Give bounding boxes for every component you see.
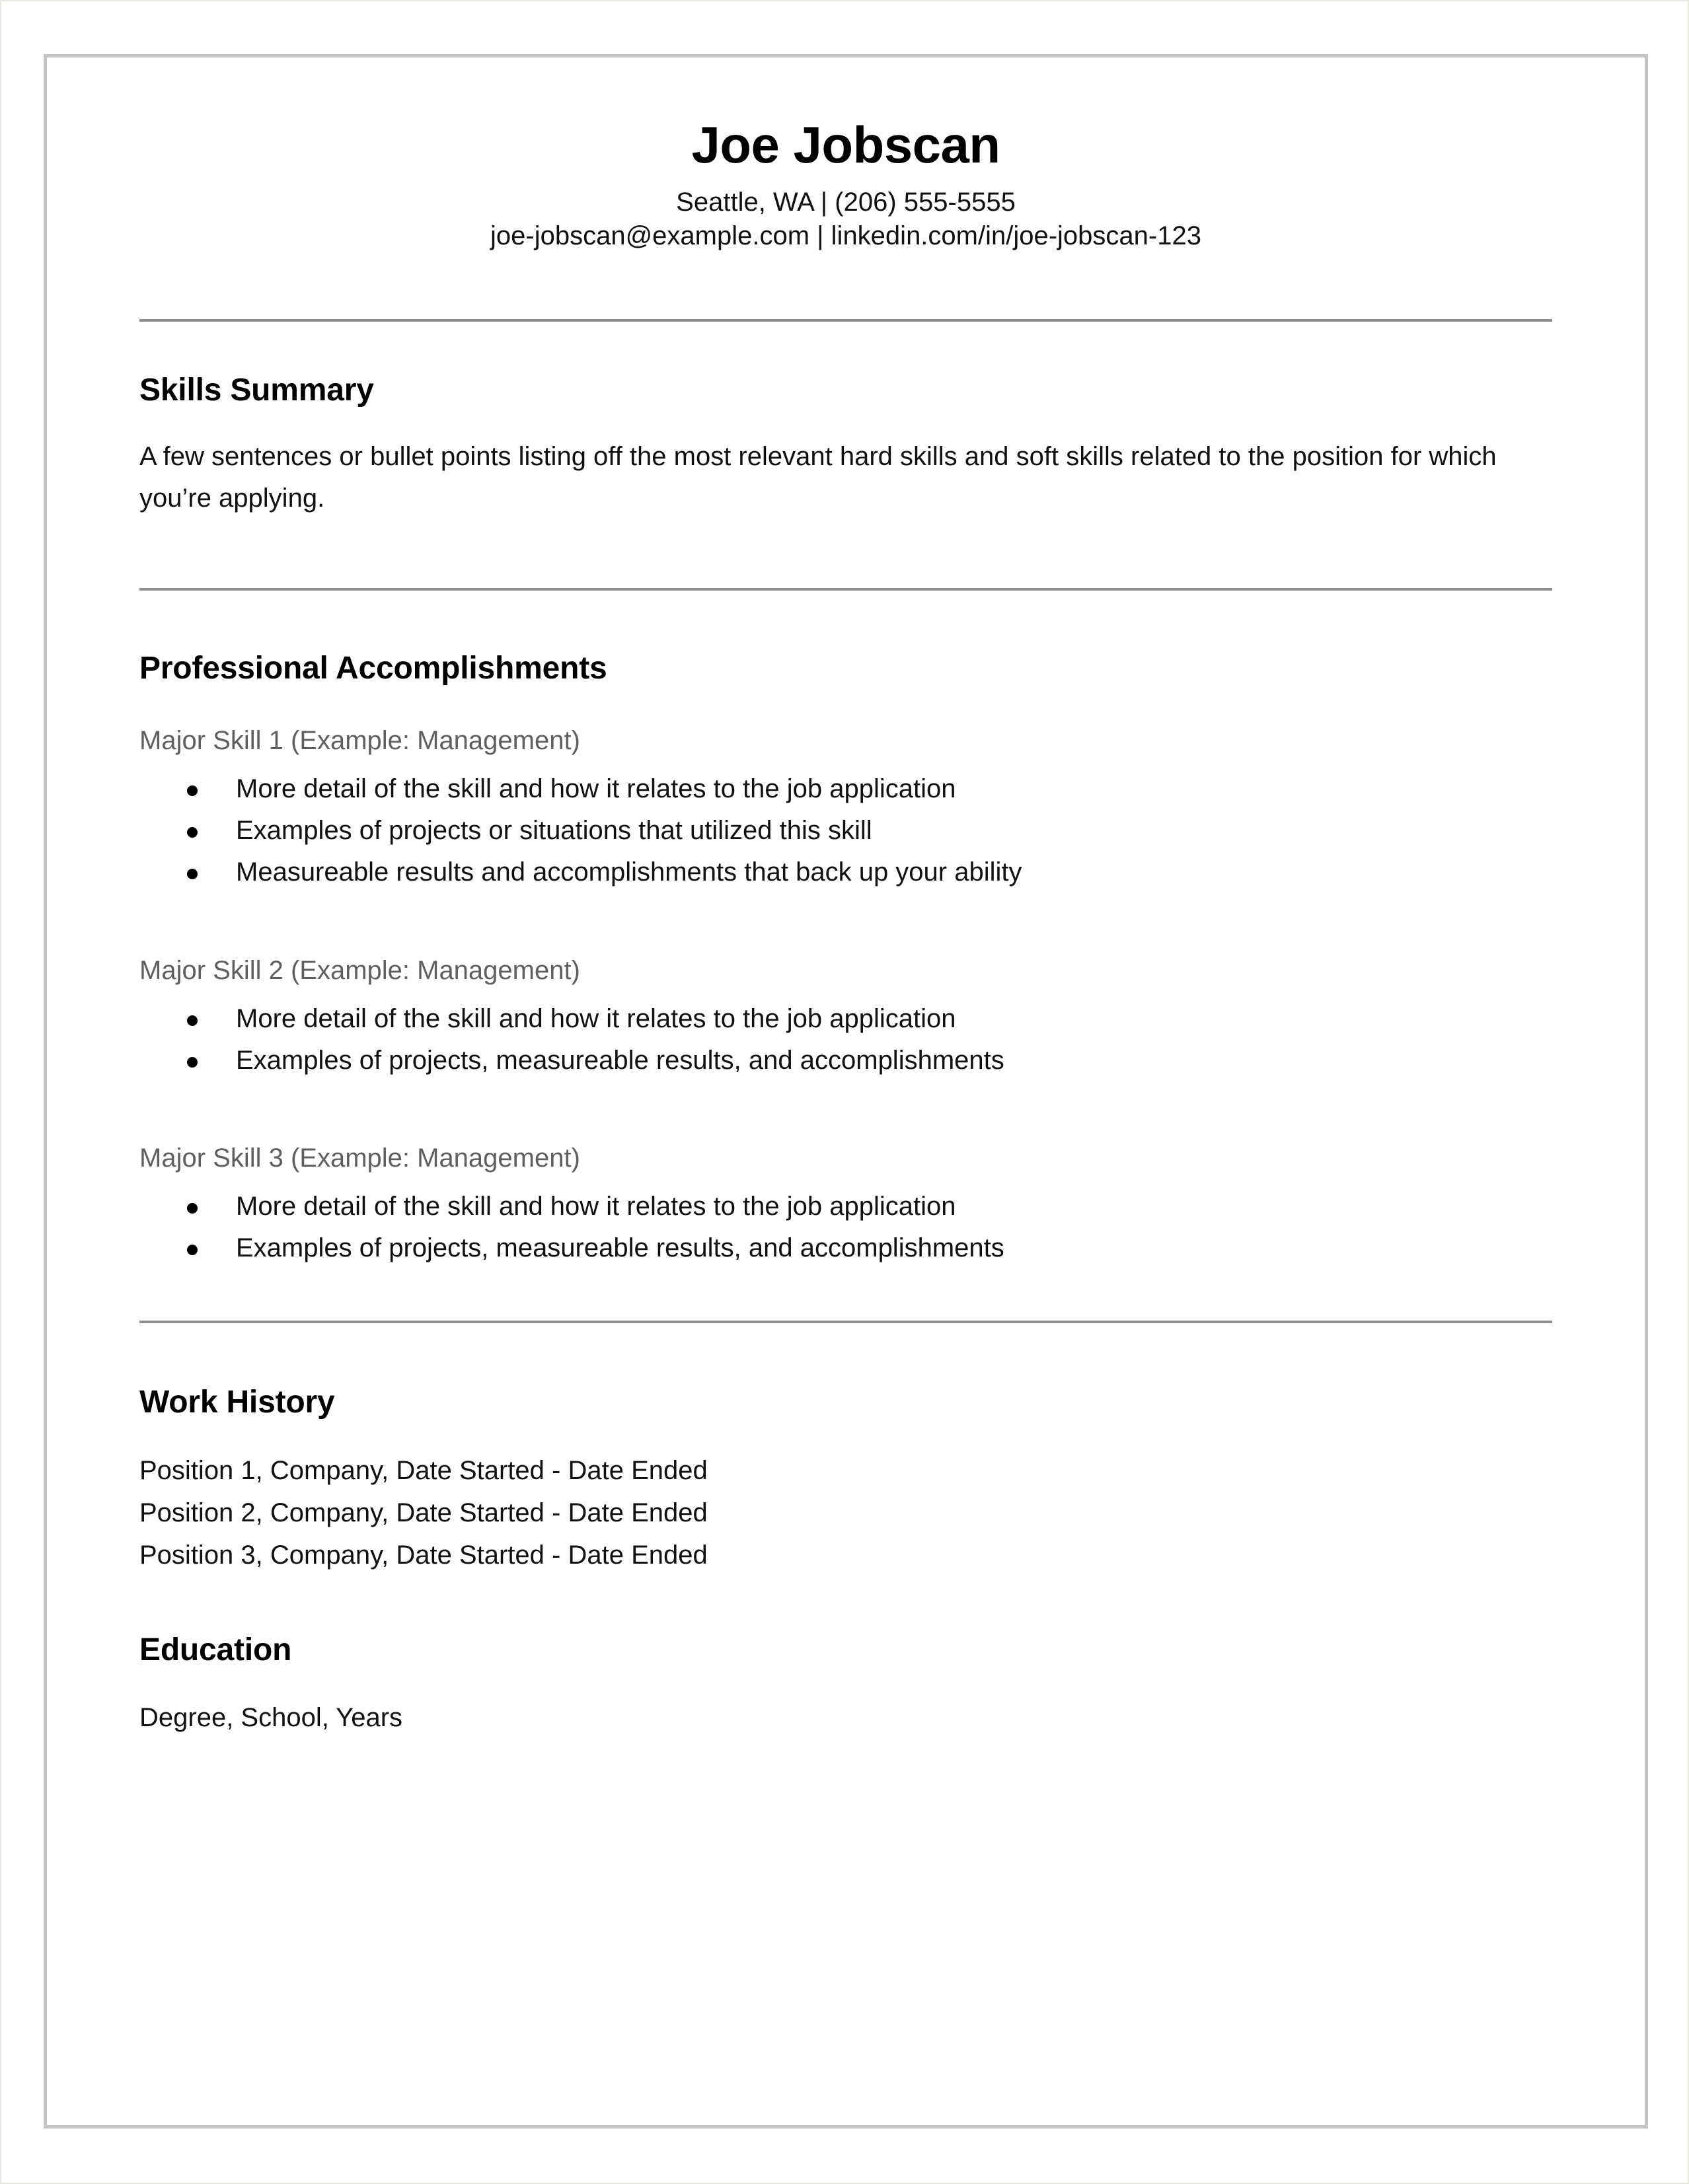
skill-group-3 xyxy=(139,1141,1552,1265)
contact-location-phone: Seattle, WA | (206) 555-5555 xyxy=(676,187,1016,217)
section-title-professional-accomplishments: Professional Accomplishments xyxy=(139,651,607,686)
skill-bullet-list-3 xyxy=(139,1190,1552,1265)
skills-summary-body: A few sentences or bullet points listing off the most relevant hard skills and soft skills related to the position for which you’re applying. xyxy=(139,442,1497,513)
bullet-dot-icon xyxy=(187,869,198,879)
list-item: Position 1, Company, Date Started - Date Ended xyxy=(139,1456,708,1486)
skill-group-2 xyxy=(139,953,1552,1077)
divider-after-accomplishments xyxy=(139,1321,1552,1323)
list-item-text: Examples of projects, measureable results, and accomplishments xyxy=(236,1045,1004,1075)
list-item-text: Examples of projects, measureable results, and accomplishments xyxy=(236,1233,1004,1263)
divider-after-skills-summary xyxy=(139,588,1552,591)
bullet-dot-icon xyxy=(187,1015,198,1026)
resume-header xyxy=(139,57,1552,253)
skill-label-1: Major Skill 1 (Example: Management) xyxy=(139,726,580,756)
list-item xyxy=(139,1002,1552,1036)
skill-group-1 xyxy=(139,723,1552,890)
skill-label-3: Major Skill 3 (Example: Management) xyxy=(139,1143,580,1173)
resume-page-frame xyxy=(44,54,1648,2129)
bullet-dot-icon xyxy=(187,1203,198,1214)
applicant-name: Joe Jobscan xyxy=(691,116,1000,174)
list-item xyxy=(139,1044,1552,1077)
list-item-text: More detail of the skill and how it relates to the job application xyxy=(236,1003,956,1033)
list-item xyxy=(139,1231,1552,1265)
work-history-list xyxy=(139,1449,1552,1576)
list-item xyxy=(139,855,1552,889)
section-title-work-history: Work History xyxy=(139,1385,335,1420)
list-item-text: More detail of the skill and how it relates to the job application xyxy=(236,1191,956,1221)
bullet-dot-icon xyxy=(187,827,198,838)
resume-page-content xyxy=(47,57,1645,2125)
section-title-skills-summary: Skills Summary xyxy=(139,373,374,408)
skill-label-2: Major Skill 2 (Example: Management) xyxy=(139,955,580,985)
list-item-text: Measureable results and accomplishments that back up your ability xyxy=(236,857,1022,887)
skill-bullet-list-2 xyxy=(139,1002,1552,1077)
bullet-dot-icon xyxy=(187,1245,198,1255)
list-item xyxy=(139,1190,1552,1223)
list-item-text: More detail of the skill and how it relates to the job application xyxy=(236,774,956,804)
list-item xyxy=(139,814,1552,848)
education-body: Degree, School, Years xyxy=(139,1703,403,1733)
list-item: Position 3, Company, Date Started - Date Ended xyxy=(139,1541,708,1570)
divider-after-header xyxy=(139,319,1552,322)
list-item: Position 2, Company, Date Started - Date Ended xyxy=(139,1498,708,1528)
bullet-dot-icon xyxy=(187,1057,198,1068)
contact-email-linkedin: joe-jobscan@example.com | linkedin.com/in/joe-jobscan-123 xyxy=(490,221,1201,251)
section-title-education: Education xyxy=(139,1632,292,1668)
skill-bullet-list-1 xyxy=(139,772,1552,890)
list-item-text: Examples of projects or situations that utilized this skill xyxy=(236,816,872,846)
list-item xyxy=(139,772,1552,806)
bullet-dot-icon xyxy=(187,785,198,796)
